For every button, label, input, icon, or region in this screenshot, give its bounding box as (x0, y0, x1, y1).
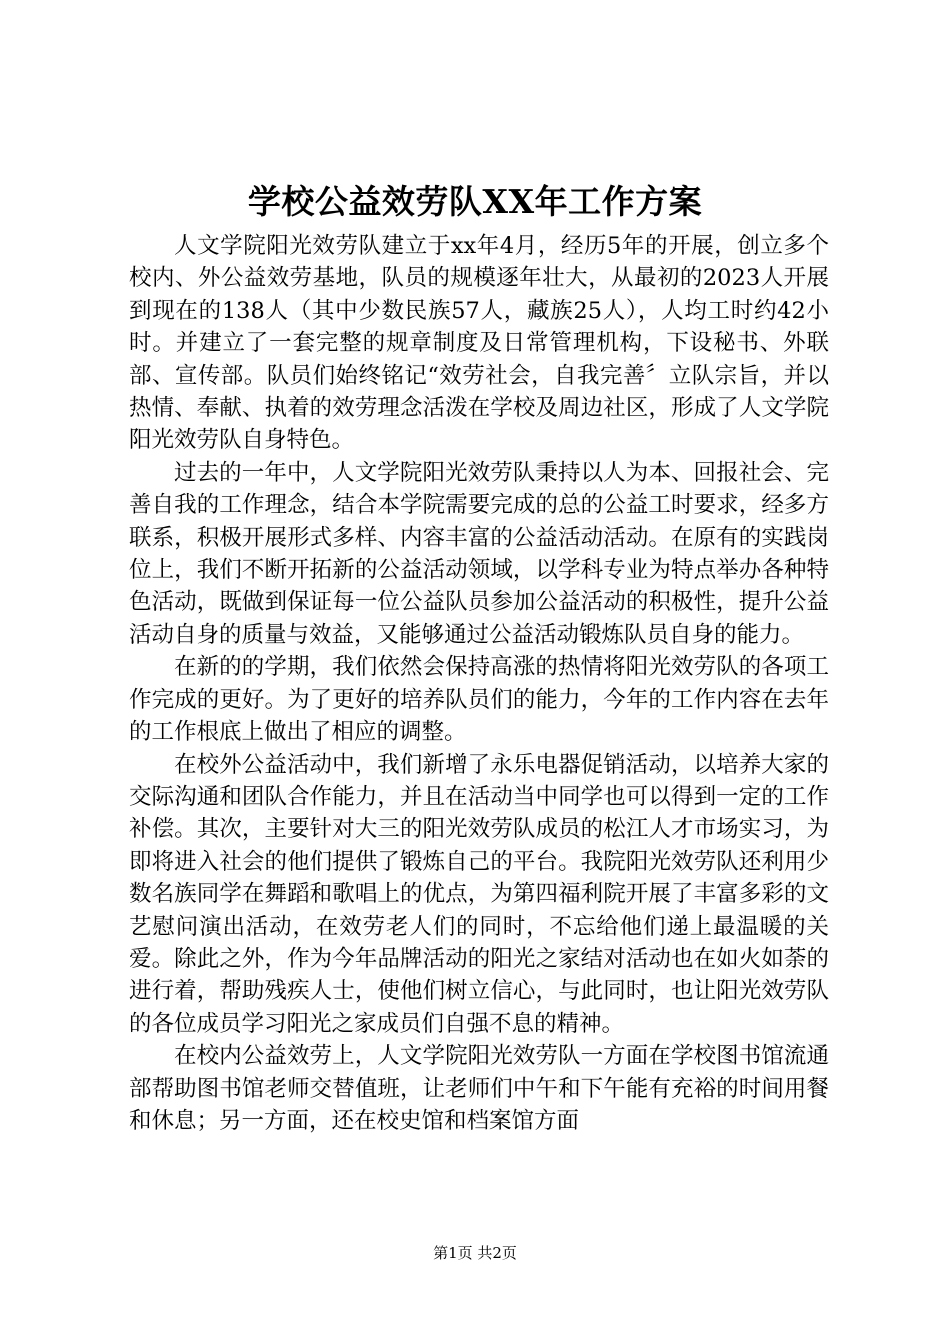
paragraph: 在校内公益效劳上，人文学院阳光效劳队一方面在学校图书馆流通部帮助图书馆老师交替值班，让老师们中午和下午能有充裕的时间用餐和休息；另一方面，还在校史馆和档案馆方面 (129, 1043, 829, 1134)
page-number-footer: 第1页 共2页 (433, 1244, 517, 1262)
document-title: 学校公益效劳队XX年工作方案 (247, 182, 703, 221)
paragraph: 在校外公益活动中，我们新增了永乐电器促销活动，以培养大家的交际沟通和团队合作能力，并且在活动当中同学也可以得到一定的工作补偿。其次，主要针对大三的阳光效劳队成员的松江人才市场实习，为即将进入社会的他们提供了锻炼自己的平台。我院阳光效劳队还利用少数名族同学在舞蹈和歌唱上的优点，为第四福利院开展了丰富多彩的文艺慰问演出活动，在效劳老人们的同时，不忘给他们递上最温暖的关爱。除此之外，作为今年品牌活动的阳光之家结对活动也在如火如荼的进行着，帮助残疾人士，使他们树立信心，与此同时，也让阳光效劳队的各位成员学习阳光之家成员们自强不息的精神。 (129, 751, 829, 1037)
document-body (129, 230, 829, 1137)
paragraph: 过去的一年中，人文学院阳光效劳队秉持以人为本、回报社会、完善自我的工作理念，结合本学院需要完成的总的公益工时要求，经多方联系，积极开展形式多样、内容丰富的公益活动活动。在原有的实践岗位上，我们不断开拓新的公益活动领域，以学科专业为特点举办各种特色活动，既做到保证每一位公益队员参加公益活动的积极性，提升公益活动自身的质量与效益，又能够通过公益活动锻炼队员自身的能力。 (129, 459, 829, 648)
paragraph: 在新的的学期，我们依然会保持高涨的热情将阳光效劳队的各项工作完成的更好。为了更好的培养队员们的能力，今年的工作内容在去年的工作根底上做出了相应的调整。 (129, 654, 829, 746)
paragraph: 人文学院阳光效劳队建立于xx年4月，经历5年的开展，创立多个校内、外公益效劳基地，队员的规模逐年壮大，从最初的2023人开展到现在的138人（其中少数民族57人，藏族25人），人均工时约42小时。并建立了一套完整的规章制度及日常管理机构，下设秘书、外联部、宣传部。队员们始终铭记“效劳社会，自我完善〞立队宗旨，并以热情、奉献、执着的效劳理念活泼在学校及周边社区，形成了人文学院阳光效劳队自身特色。 (129, 233, 829, 454)
